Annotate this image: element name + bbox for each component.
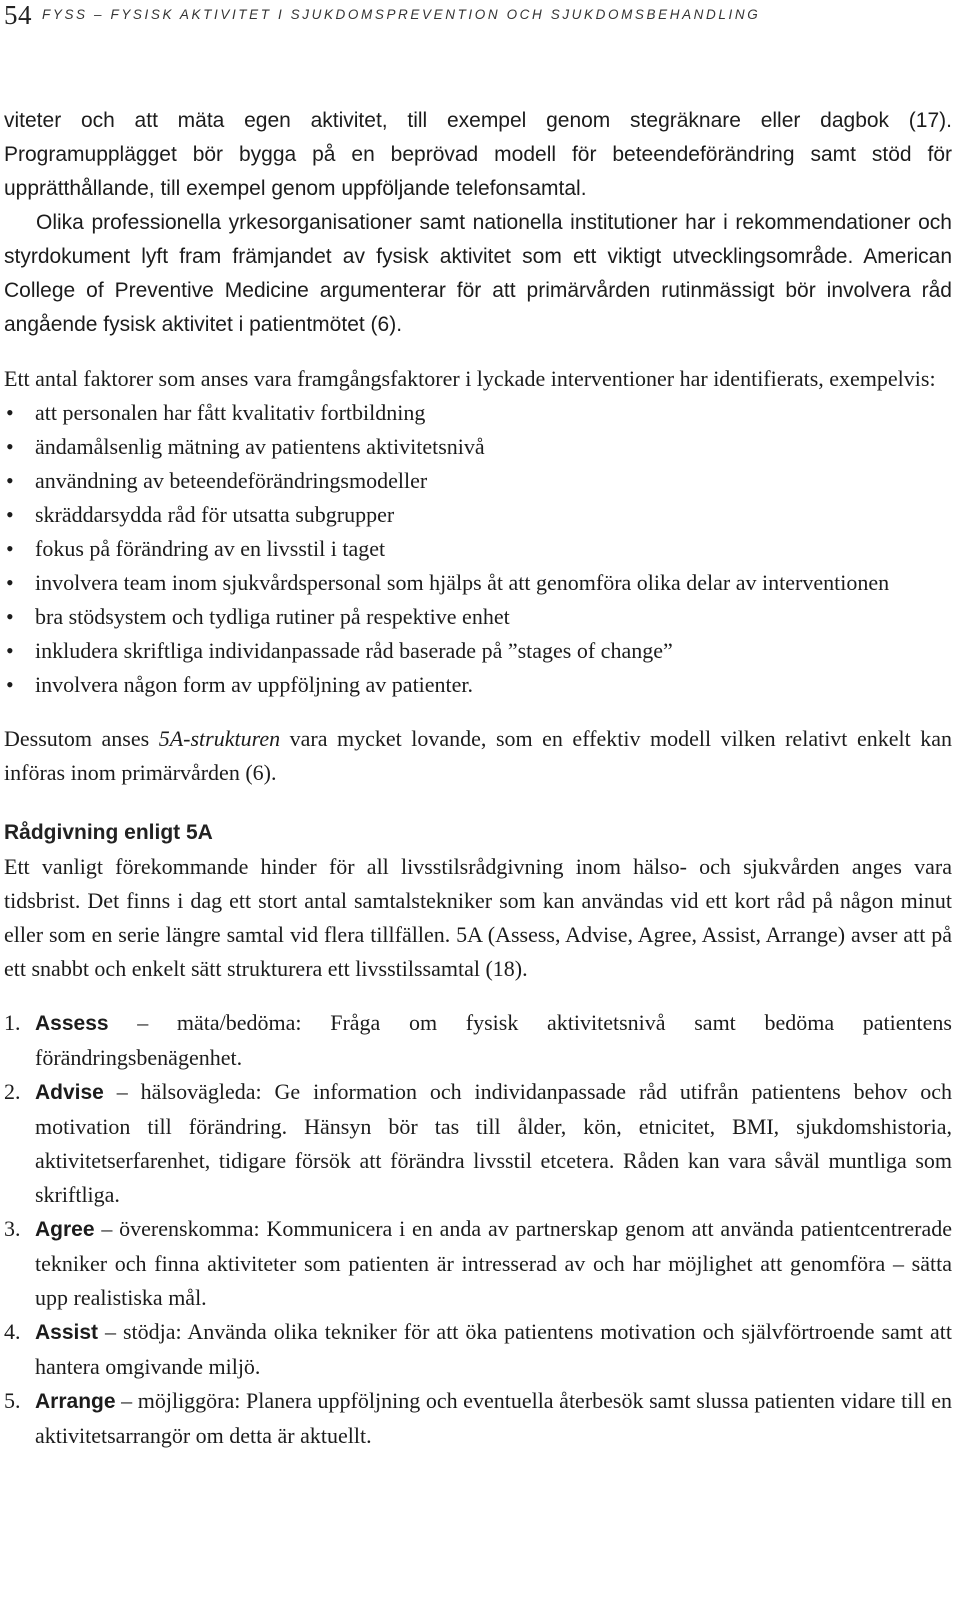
paragraph-5a-description: Ett vanligt förekommande hinder för all livsstilsrådgivning inom hälso- och sjukvården anges vara tidsbrist. Det finns i dag ett stort antal samtalstekniker som kan användas vid ett kort råd på någon minut eller som en serie längre samtal vid flera tillfällen. 5A (Assess, Advise, Agree, Assist, Arrange) avser att på ett snabbt och enkelt sätt strukturera ett livsstilssamtal (18). — [4, 854, 952, 981]
list-item — [4, 566, 952, 600]
step-item — [4, 1315, 952, 1384]
bullet-icon: • — [6, 570, 14, 595]
paragraph-success-factors: Ett antal faktorer som anses vara framgångsfaktorer i lyckade interventioner har identifierats, exempelvis: — [4, 366, 936, 391]
running-head: FYSS – FYSISK AKTIVITET I SJUKDOMSPREVENTION OCH SJUKDOMSBEHANDLING — [42, 7, 761, 22]
step-description: – överenskomma: Kommunicera i en anda av partnerskap genom att använda patientcentrerade tekniker och finna aktiviteter som patienten är intresserad av och har möjlighet att genomföra – sätta upp realistiska mål. — [35, 1216, 952, 1310]
bullet-icon: • — [6, 536, 14, 561]
list-item-text: bra stödsystem och tydliga rutiner på respektive enhet — [35, 604, 510, 629]
page-header — [4, 0, 760, 30]
bullet-icon: • — [6, 400, 14, 425]
step-term: Agree — [35, 1218, 95, 1241]
bullet-icon: • — [6, 672, 14, 697]
page-number: 54 — [4, 0, 32, 30]
step-description: – stödja: Använda olika tekniker för att öka patientens motivation och självförtroende samt att hantera omgivande miljö. — [35, 1319, 952, 1379]
success-factors-list — [4, 396, 952, 702]
5a-steps-list — [4, 1006, 952, 1453]
bullet-icon: • — [6, 468, 14, 493]
step-description: – mäta/bedöma: Fråga om fysisk aktivitetsnivå samt bedöma patientens förändringsbenägenhet. — [35, 1010, 952, 1070]
step-term: Assist — [35, 1321, 99, 1344]
list-item-text: användning av beteendeförändringsmodeller — [35, 468, 428, 493]
list-item-text: fokus på förändring av en livsstil i taget — [35, 536, 386, 561]
list-item — [4, 668, 952, 702]
list-item-text: inkludera skriftliga individanpassade råd baserade på ”stages of change” — [35, 638, 673, 663]
step-item — [4, 1212, 952, 1315]
list-item — [4, 498, 952, 532]
step-description: – möjliggöra: Planera uppföljning och eventuella återbesök samt slussa patienten vidare till en aktivitetsarrangör om detta är aktuellt. — [35, 1388, 952, 1448]
list-item — [4, 430, 952, 464]
paragraph-continuation: viteter och att mäta egen aktivitet, till exempel genom stegräknare eller dagbok (17). Programupplägget bör bygga på en beprövad modell för beteendeförändring samt stöd för upprätthållande, till exempel genom uppföljande telefonsamtal. — [4, 109, 952, 200]
step-number: 1. — [4, 1010, 21, 1035]
step-term: Arrange — [35, 1390, 116, 1413]
step-term: Advise — [35, 1081, 104, 1104]
section-heading: Rådgivning enligt 5A — [4, 821, 213, 844]
step-item — [4, 1075, 952, 1212]
list-item — [4, 464, 952, 498]
list-item — [4, 396, 952, 430]
bullet-icon: • — [6, 638, 14, 663]
paragraph-5a-intro: Dessutom anses 5A-strukturen vara mycket lovande, som en effektiv modell vilken relativt enkelt kan införas inom primärvården (6). — [4, 726, 952, 785]
bullet-icon: • — [6, 604, 14, 629]
paragraph-recommendations: Olika professionella yrkesorganisationer samt nationella institutioner har i rekommendationer och styrdokument lyft fram främjandet av fysisk aktivitet som ett viktigt utvecklingsområde. American College of Preventive Medicine argumenterar för att primärvården rutinmässigt bör involvera råd angående fysisk aktivitet i patientmötet (6). — [4, 211, 952, 336]
step-number: 4. — [4, 1319, 21, 1344]
bullet-icon: • — [6, 502, 14, 527]
step-term: Assess — [35, 1012, 109, 1035]
page-body — [4, 104, 952, 1453]
list-item — [4, 600, 952, 634]
step-description: – hälsovägleda: Ge information och individanpassade råd utifrån patientens behov och motivation till förändring. Hänsyn bör tas till ålder, kön, etnicitet, BMI, sjukdomshistoria, aktivitetserfarenhet, tidigare försök att förändra livsstil etcetera. Råden kan vara såväl muntliga som skriftliga. — [35, 1079, 952, 1207]
emphasis-5a: 5A-strukturen — [158, 726, 281, 751]
list-item-text: involvera team inom sjukvårdspersonal som hjälps åt att genomföra olika delar av interventionen — [35, 570, 890, 595]
list-item-text: involvera någon form av uppföljning av patienter. — [35, 672, 474, 697]
step-item — [4, 1384, 952, 1453]
step-item — [4, 1006, 952, 1075]
list-item-text: ändamålsenlig mätning av patientens aktivitetsnivå — [35, 434, 485, 459]
step-number: 3. — [4, 1216, 21, 1241]
list-item-text: skräddarsydda råd för utsatta subgrupper — [35, 502, 395, 527]
list-item — [4, 634, 952, 668]
bullet-icon: • — [6, 434, 14, 459]
step-number: 2. — [4, 1079, 21, 1104]
list-item-text: att personalen har fått kvalitativ fortbildning — [35, 400, 426, 425]
step-number: 5. — [4, 1388, 21, 1413]
list-item — [4, 532, 952, 566]
